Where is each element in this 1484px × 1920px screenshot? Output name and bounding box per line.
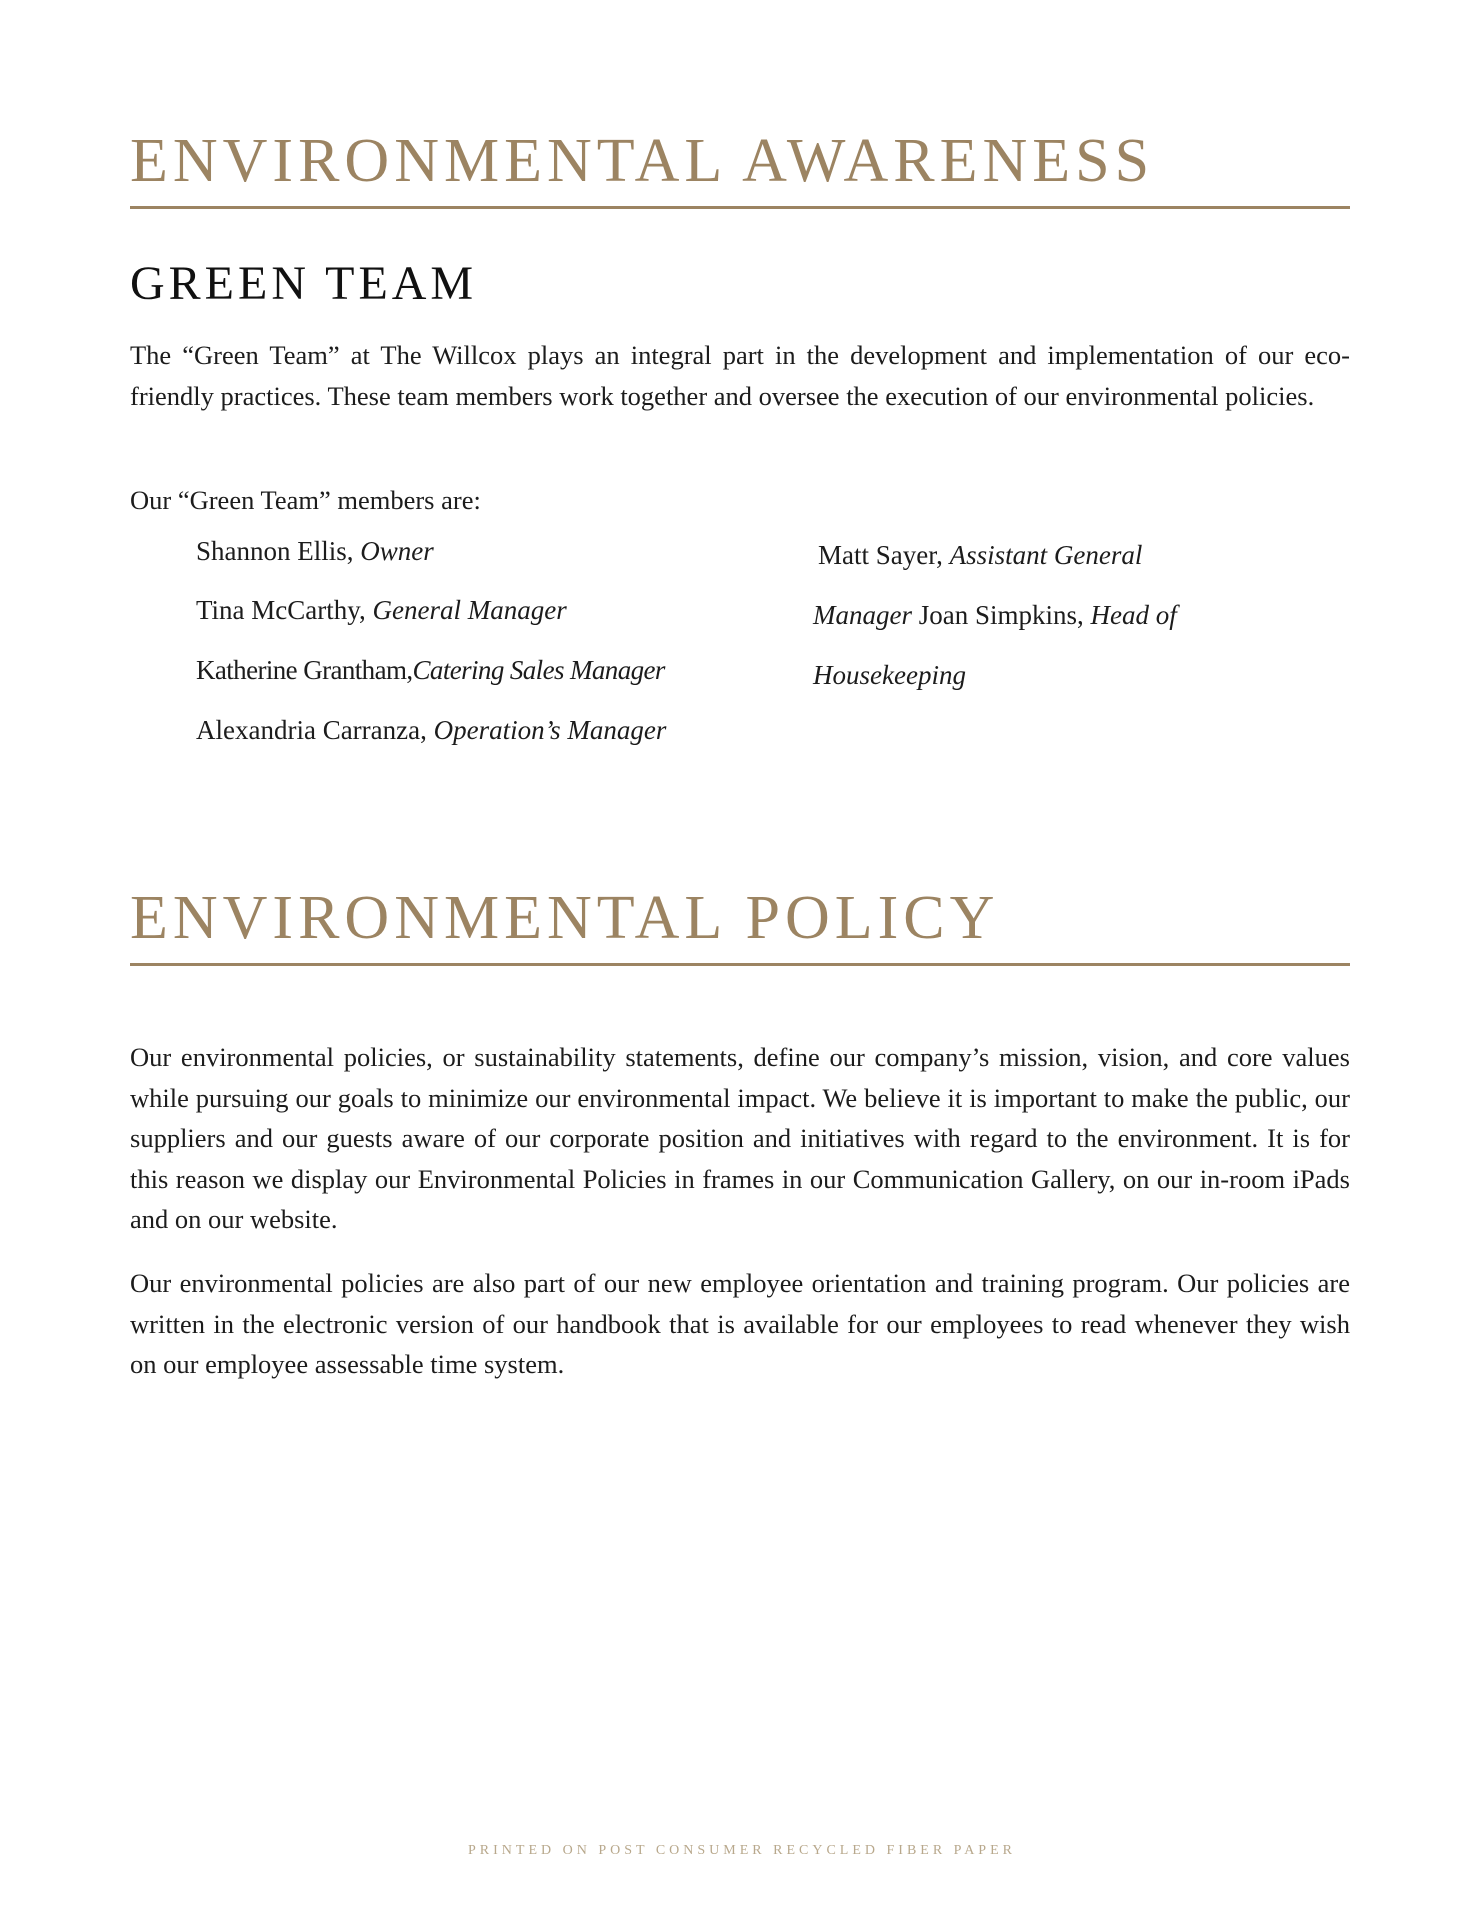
member-item [196,717,666,744]
member-role: Housekeeping [813,660,966,690]
policy-paragraph-2: Our environmental policies are also part of our new employee orientation and training program. Our policies are written in the electronic version of our handbook that is available for our employees to read whenever they wish on our employee assessable time system. [130,1268,1350,1379]
member-name: Joan Simpkins, [918,600,1084,630]
policy-title: ENVIRONMENTAL POLICY [130,884,1000,952]
member-item [196,657,665,684]
member-role: Catering Sales Manager [412,655,665,685]
member-name: Shannon Ellis, [196,536,354,566]
member-item [813,662,966,689]
member-role: General Manager [372,595,567,625]
members-lead: Our “Green Team” members are: [130,485,481,515]
member-role: Head of [1090,600,1177,630]
member-name: Katherine Grantham, [196,655,413,685]
member-role: Operation’s Manager [433,715,667,745]
member-item [818,542,1142,569]
awareness-title-rule [130,206,1350,209]
awareness-title: ENVIRONMENTAL AWARENESS [130,127,1155,195]
green-team-intro: The “Green Team” at The Willcox plays an integral part in the development and implementation of our eco-friendly practices. These team members work together and oversee the execution of our environmental policies. [130,340,1350,411]
policy-paragraph-1: Our environmental policies, or sustainability statements, define our company’s mission, vision, and core values while pursuing our goals to minimize our environmental impact. We believe it is important to make the public, our suppliers and our guests aware of our corporate position and initiatives with regard to the environment. It is for this reason we display our Environmental Policies in frames in our Communication Gallery, on our in-room iPads and on our website. [130,1042,1350,1234]
member-name: Tina McCarthy, [196,595,366,625]
member-item [196,597,567,624]
member-name: Matt Sayer, [818,540,943,570]
policy-title-rule [130,963,1350,966]
member-item [813,602,1177,629]
recycled-paper-footer: PRINTED ON POST CONSUMER RECYCLED FIBER PAPER [468,1843,1016,1858]
member-name: Alexandria Carranza, [196,715,427,745]
green-team-heading: GREEN TEAM [130,257,478,310]
member-role: Owner [360,536,434,566]
member-item [196,538,434,565]
member-role: Manager [813,600,912,630]
member-role: Assistant General [949,540,1143,570]
